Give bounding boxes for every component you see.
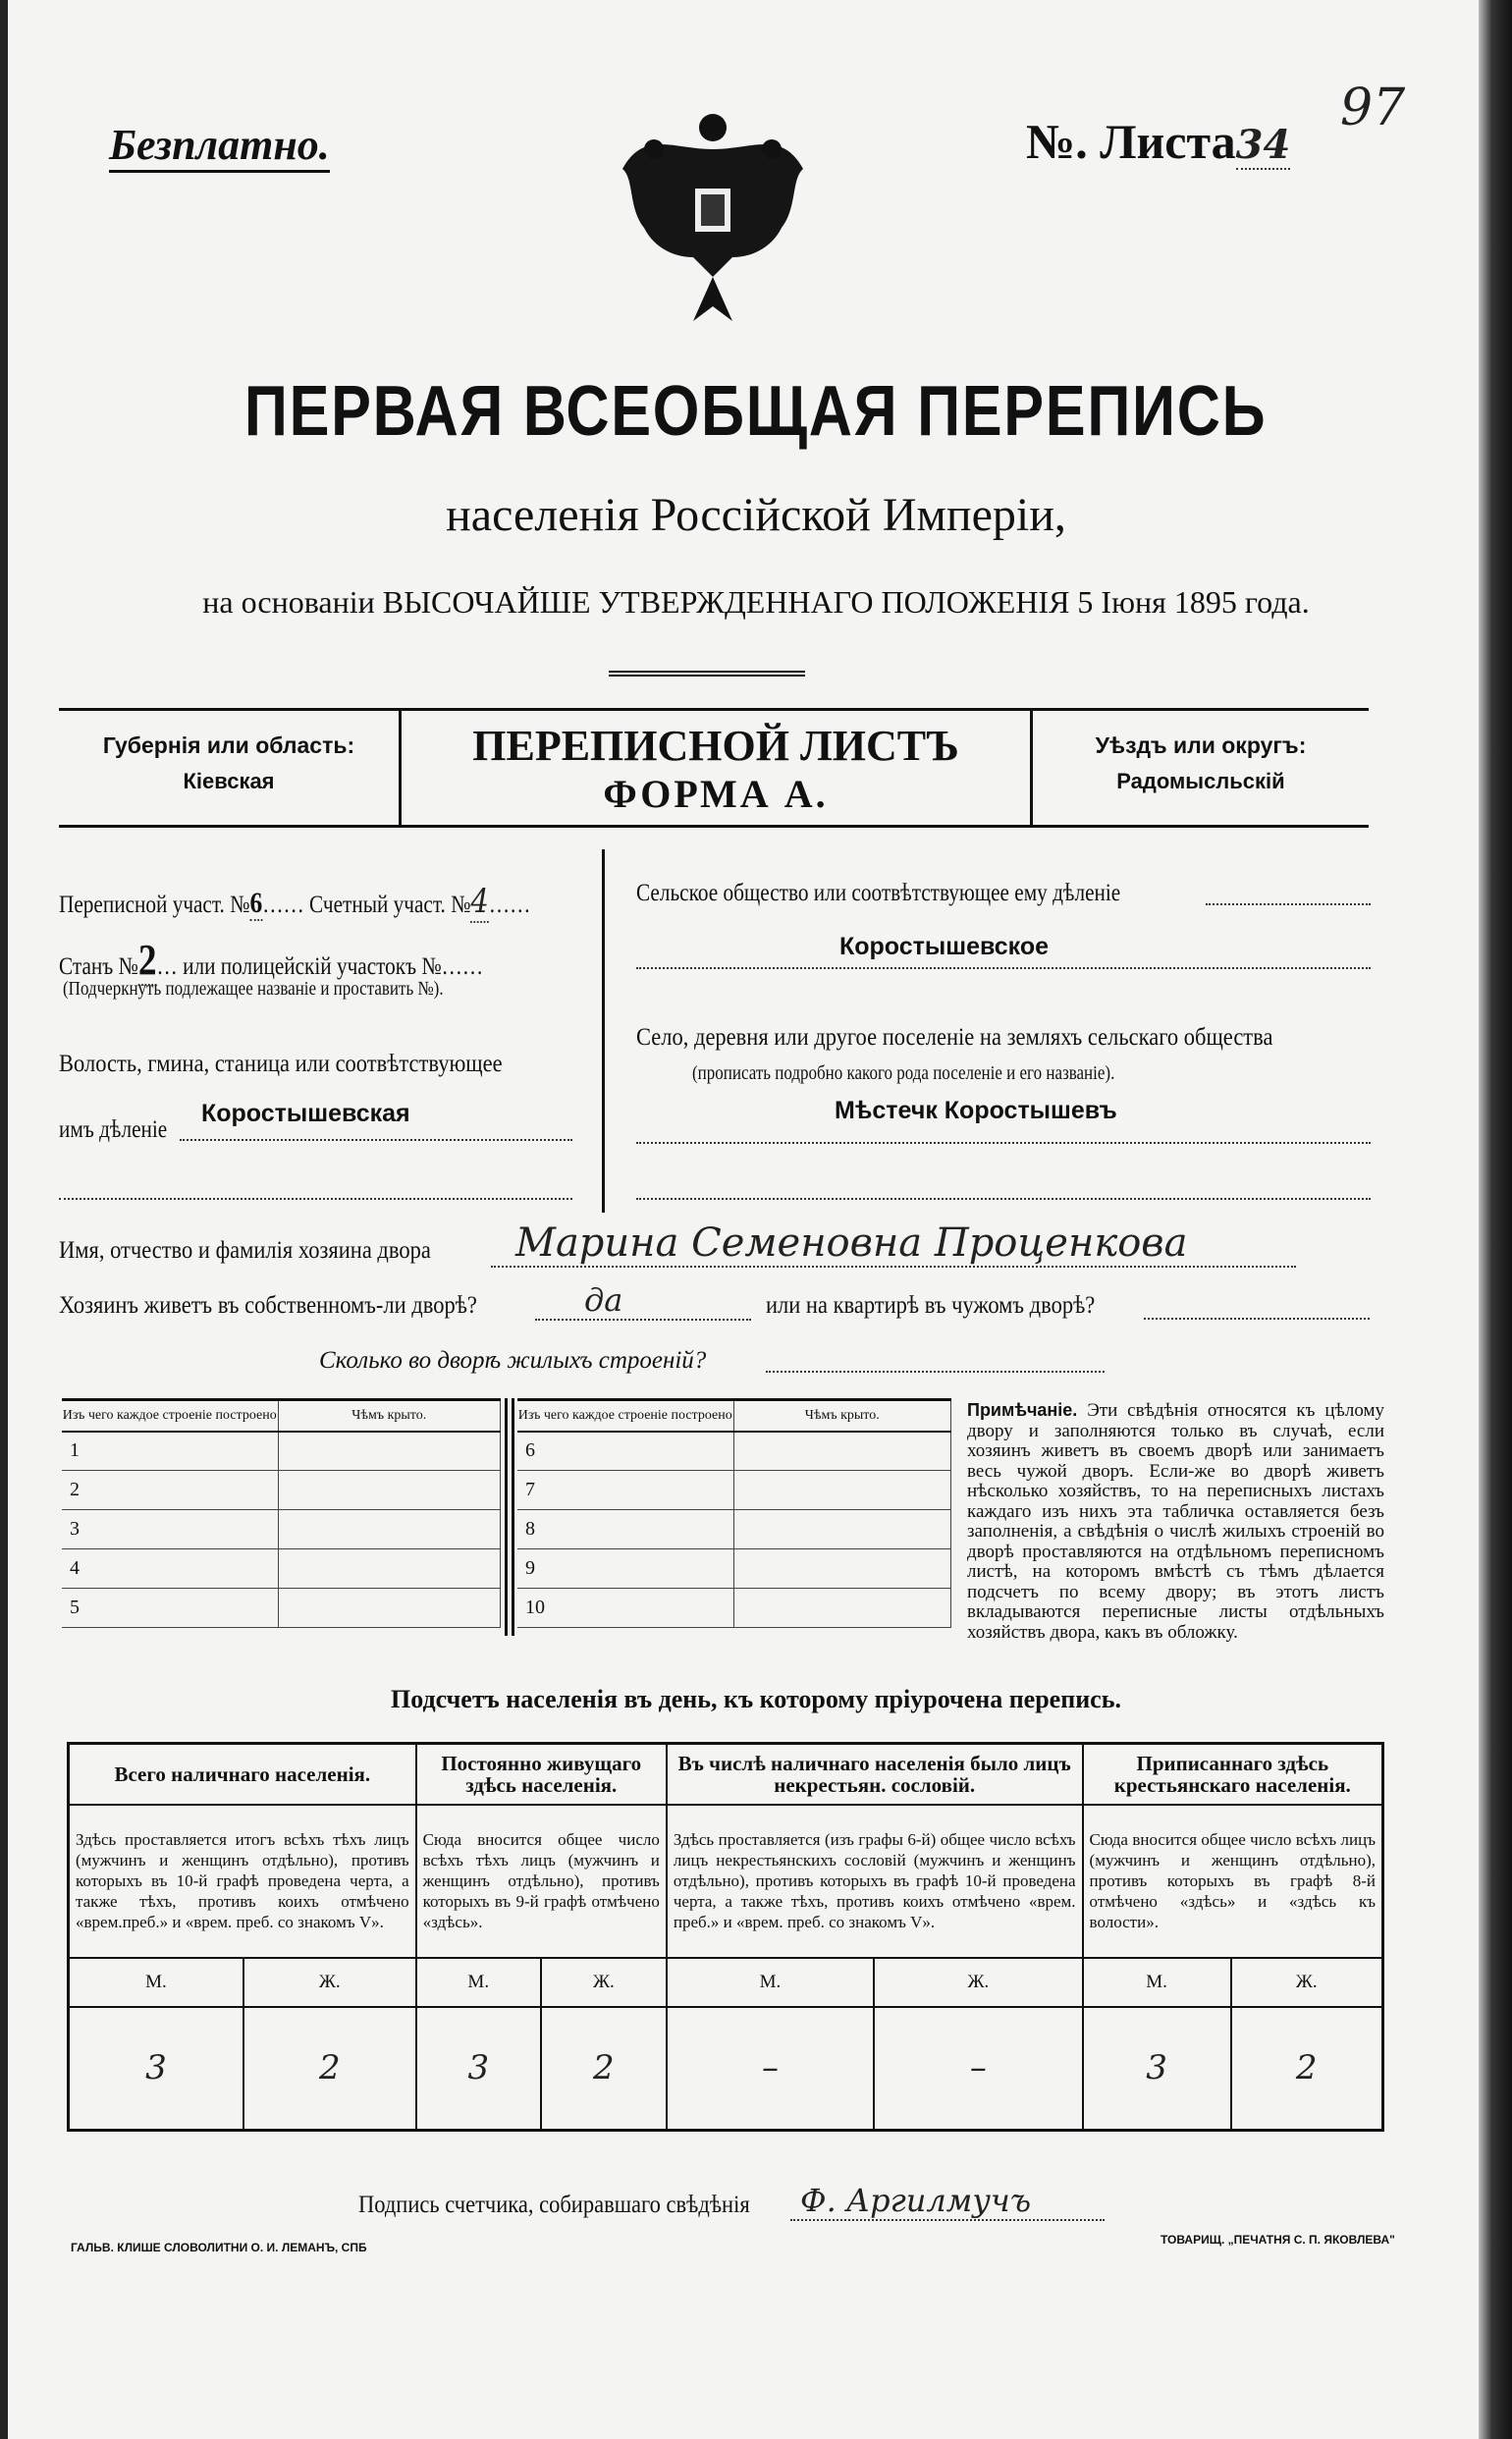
underline-note: (Подчеркнуть подлежащее названіе и проставить №).	[63, 978, 444, 1000]
sheet-label: №. Листа	[1026, 114, 1236, 169]
col-permanent: Постоянно живущаго здѣсь населенія.	[416, 1744, 667, 1805]
count-title: Подсчетъ населенія въ день, къ которому пріурочена перепись.	[391, 1685, 1121, 1713]
form-header-box	[59, 708, 1369, 828]
society-label: Сельское общество или соотвѣтствующее ему дѣленіе	[636, 880, 1121, 906]
table-row: 5	[62, 1589, 501, 1628]
archive-number: 97	[1340, 79, 1406, 137]
uezd-label: Уѣздъ или округъ:	[1095, 732, 1307, 758]
total-female: 2	[243, 2007, 416, 2131]
col-total-present: Всего наличнаго населенія.	[69, 1744, 416, 1805]
col-roof: Чѣмъ крыто.	[733, 1400, 951, 1432]
village-label: Село, деревня или другое поселеніе на земляхъ сельскаго общества	[636, 1024, 1273, 1051]
col-roof: Чѣмъ крыто.	[278, 1400, 501, 1432]
own-yard-label: Хозяинъ живетъ въ собственномъ-ли дворѣ?	[59, 1292, 477, 1319]
printer-left: ГАЛЬВ. КЛИШЕ СЛОВОЛИТНИ О. И. ЛЕМАНЪ, СПБ	[71, 2241, 367, 2254]
village-value: Мѣстечк Коростышевъ	[835, 1097, 1117, 1124]
permanent-female: 2	[541, 2007, 667, 2131]
scan-edge-right	[1479, 0, 1512, 2439]
col-material: Изъ чего каждое строеніе построено	[517, 1400, 733, 1432]
buildings-field	[766, 1371, 1105, 1373]
free-label: Безплатно.	[109, 120, 330, 173]
col-material: Изъ чего каждое строеніе построено	[62, 1400, 278, 1432]
document-subtitle: населенія Россійской Имперіи,	[446, 489, 1066, 541]
uezd-cell	[1030, 711, 1369, 825]
non-peasant-female: –	[874, 2007, 1082, 2131]
double-divider	[505, 1398, 514, 1636]
note-title: Примѣчаніе.	[967, 1400, 1078, 1420]
count-area-value: 4	[470, 882, 489, 921]
form-title-cell	[402, 711, 1030, 825]
population-count-table: Всего наличнаго населенія. Постоянно живущаго здѣсь населенія. Въ числѣ наличнаго населенія было лицъ некрестьян. сословій. Приписаннаго здѣсь крестьянскаго населенія. Здѣсь проставляется итогъ всѣхъ тѣхъ лицъ (мужчинъ и женщинъ отдѣльно), противъ которыхъ въ 10-й графѣ проведена черта, а также тѣхъ, противъ коихъ отмѣчено «врем.преб.» и «врем. преб. со знакомъ V». Сюда вносится общее число всѣхъ тѣхъ лицъ (мужчинъ и женщинъ отдѣльно), противъ которыхъ въ 9-й графѣ отмѣчено «здѣсь». Здѣсь проставляется (изъ графы 6-й) общее число всѣхъ лицъ некрестьянскихъ сословій (мужчинъ и женщинъ отдѣльно), противъ которыхъ въ графѣ 10-й проведена черта, а также тѣхъ, противъ коихъ отмѣчено «врем. преб.» и «врем. преб. со знакомъ V». Сюда вносится общее число всѣхъ лицъ (мужчинъ и женщинъ отдѣльно), противъ которыхъ въ графѣ 8-й отмѣчено «здѣсь» и «здѣсь къ волости». М. Ж. М. Ж. М. Ж. М. Ж. 3 2 3 2 – – 3 2	[67, 1742, 1384, 2132]
imperial-eagle-emblem	[615, 110, 811, 336]
note-text: Примѣчаніе. Эти свѣдѣнія относятся къ цѣлому двору и заполняются только въ случаѣ, если хозяинъ живетъ въ своемъ дворѣ или занимаетъ весь чужой дворъ. Если-же во дворѣ живетъ нѣсколько хозяйствъ, то на переписныхъ листахъ каждаго изъ нихъ эта табличка оставляется безъ заполненія, а свѣдѣнія о числѣ жилыхъ строеній во дворѣ проставляются на отдѣльномъ переписномъ листѣ, на которомъ вмѣстѣ съ тѣмъ дѣлается подсчетъ по всему двору; въ этотъ листъ вкладываются переписные листы отдѣльныхъ хозяйствъ двора, какъ въ обложку.	[967, 1400, 1384, 1643]
stan-row: Станъ №2… или полицейскій участокъ №……	[59, 936, 484, 984]
table-row: 9	[517, 1549, 951, 1589]
table-row: 2	[62, 1471, 501, 1510]
society-dots	[1206, 903, 1371, 905]
rent-label: или на квартирѣ въ чужомъ дворѣ?	[766, 1292, 1096, 1319]
permanent-male: 3	[416, 2007, 541, 2131]
left-blank-line	[59, 1198, 572, 1200]
total-male: 3	[69, 2007, 243, 2131]
table-row: 6	[517, 1432, 951, 1471]
form-title: ПЕРЕПИСНОЙ ЛИСТЪ	[472, 722, 959, 770]
uezd-value: Радомысльскій	[1116, 769, 1285, 793]
non-peasant-male: –	[667, 2007, 874, 2131]
volost-value: Коростышевская	[201, 1100, 410, 1127]
table-row: 10	[517, 1589, 951, 1628]
village-field-2	[636, 1198, 1371, 1200]
table-row	[69, 2007, 1383, 2131]
rent-field	[1144, 1318, 1370, 1320]
society-field	[636, 967, 1371, 969]
col-registered-peasant: Приписаннаго здѣсь крестьянскаго населенія.	[1083, 1744, 1383, 1805]
col-non-peasant: Въ числѣ наличнаго населенія было лицъ некрестьян. сословій.	[667, 1744, 1083, 1805]
stan-value: 2	[137, 936, 157, 984]
volost-field	[180, 1139, 572, 1141]
sheet-number	[1026, 113, 1290, 170]
village-note: (прописать подробно какого рода поселеніе и его названіе).	[692, 1062, 1115, 1084]
own-yard-value: да	[535, 1281, 751, 1321]
owner-name-value: Марина Семеновна Проценкова	[491, 1220, 1296, 1268]
census-area-row: Переписной участ. №6…… Счетный участ. №4……	[59, 882, 531, 921]
buildings-table-right	[517, 1398, 951, 1628]
peasant-male: 3	[1083, 2007, 1231, 2131]
peasant-female: 2	[1231, 2007, 1383, 2131]
gubernia-cell	[59, 711, 402, 825]
signature-label: Подпись счетчика, собиравшаго свѣдѣнія	[358, 2192, 750, 2218]
village-field	[636, 1142, 1371, 1144]
table-row: 4	[62, 1549, 501, 1589]
form-subtitle: ФОРМА А.	[603, 772, 829, 816]
ornament-divider	[609, 671, 805, 677]
table-row: 8	[517, 1510, 951, 1549]
volost-row: имъ дѣленіе	[59, 1116, 168, 1143]
volost-label: Волость, гмина, станица или соотвѣтствующее	[59, 1051, 503, 1077]
society-value: Коростышевское	[839, 933, 1049, 960]
scan-edge-left	[0, 0, 8, 2439]
table-row: 7	[517, 1471, 951, 1510]
census-area-value: 6	[249, 887, 263, 919]
table-row: 3	[62, 1510, 501, 1549]
printer-right: ТОВАРИЩ. „ПЕЧАТНЯ С. П. ЯКОВЛЕВА"	[1161, 2233, 1395, 2247]
document-title: ПЕРВАЯ ВСЕОБЩАЯ ПЕРЕПИСЬ	[244, 372, 1268, 451]
signature-value: Ф. Аргилмучъ	[790, 2182, 1105, 2221]
owner-name-label: Имя, отчество и фамилія хозяина двора	[59, 1237, 431, 1264]
gubernia-label: Губернія или область:	[102, 732, 355, 758]
sheet-number-value: 34	[1235, 122, 1291, 168]
table-row: 1	[62, 1432, 501, 1471]
buildings-label: Сколько во дворѣ жилыхъ строеній?	[319, 1347, 707, 1374]
gubernia-value: Кіевская	[183, 769, 275, 793]
document-basis: на основаніи ВЫСОЧАЙШЕ УТВЕРЖДЕННАГО ПОЛОЖЕНІЯ 5 Іюня 1895 года.	[202, 584, 1310, 620]
buildings-table-left	[62, 1398, 501, 1628]
